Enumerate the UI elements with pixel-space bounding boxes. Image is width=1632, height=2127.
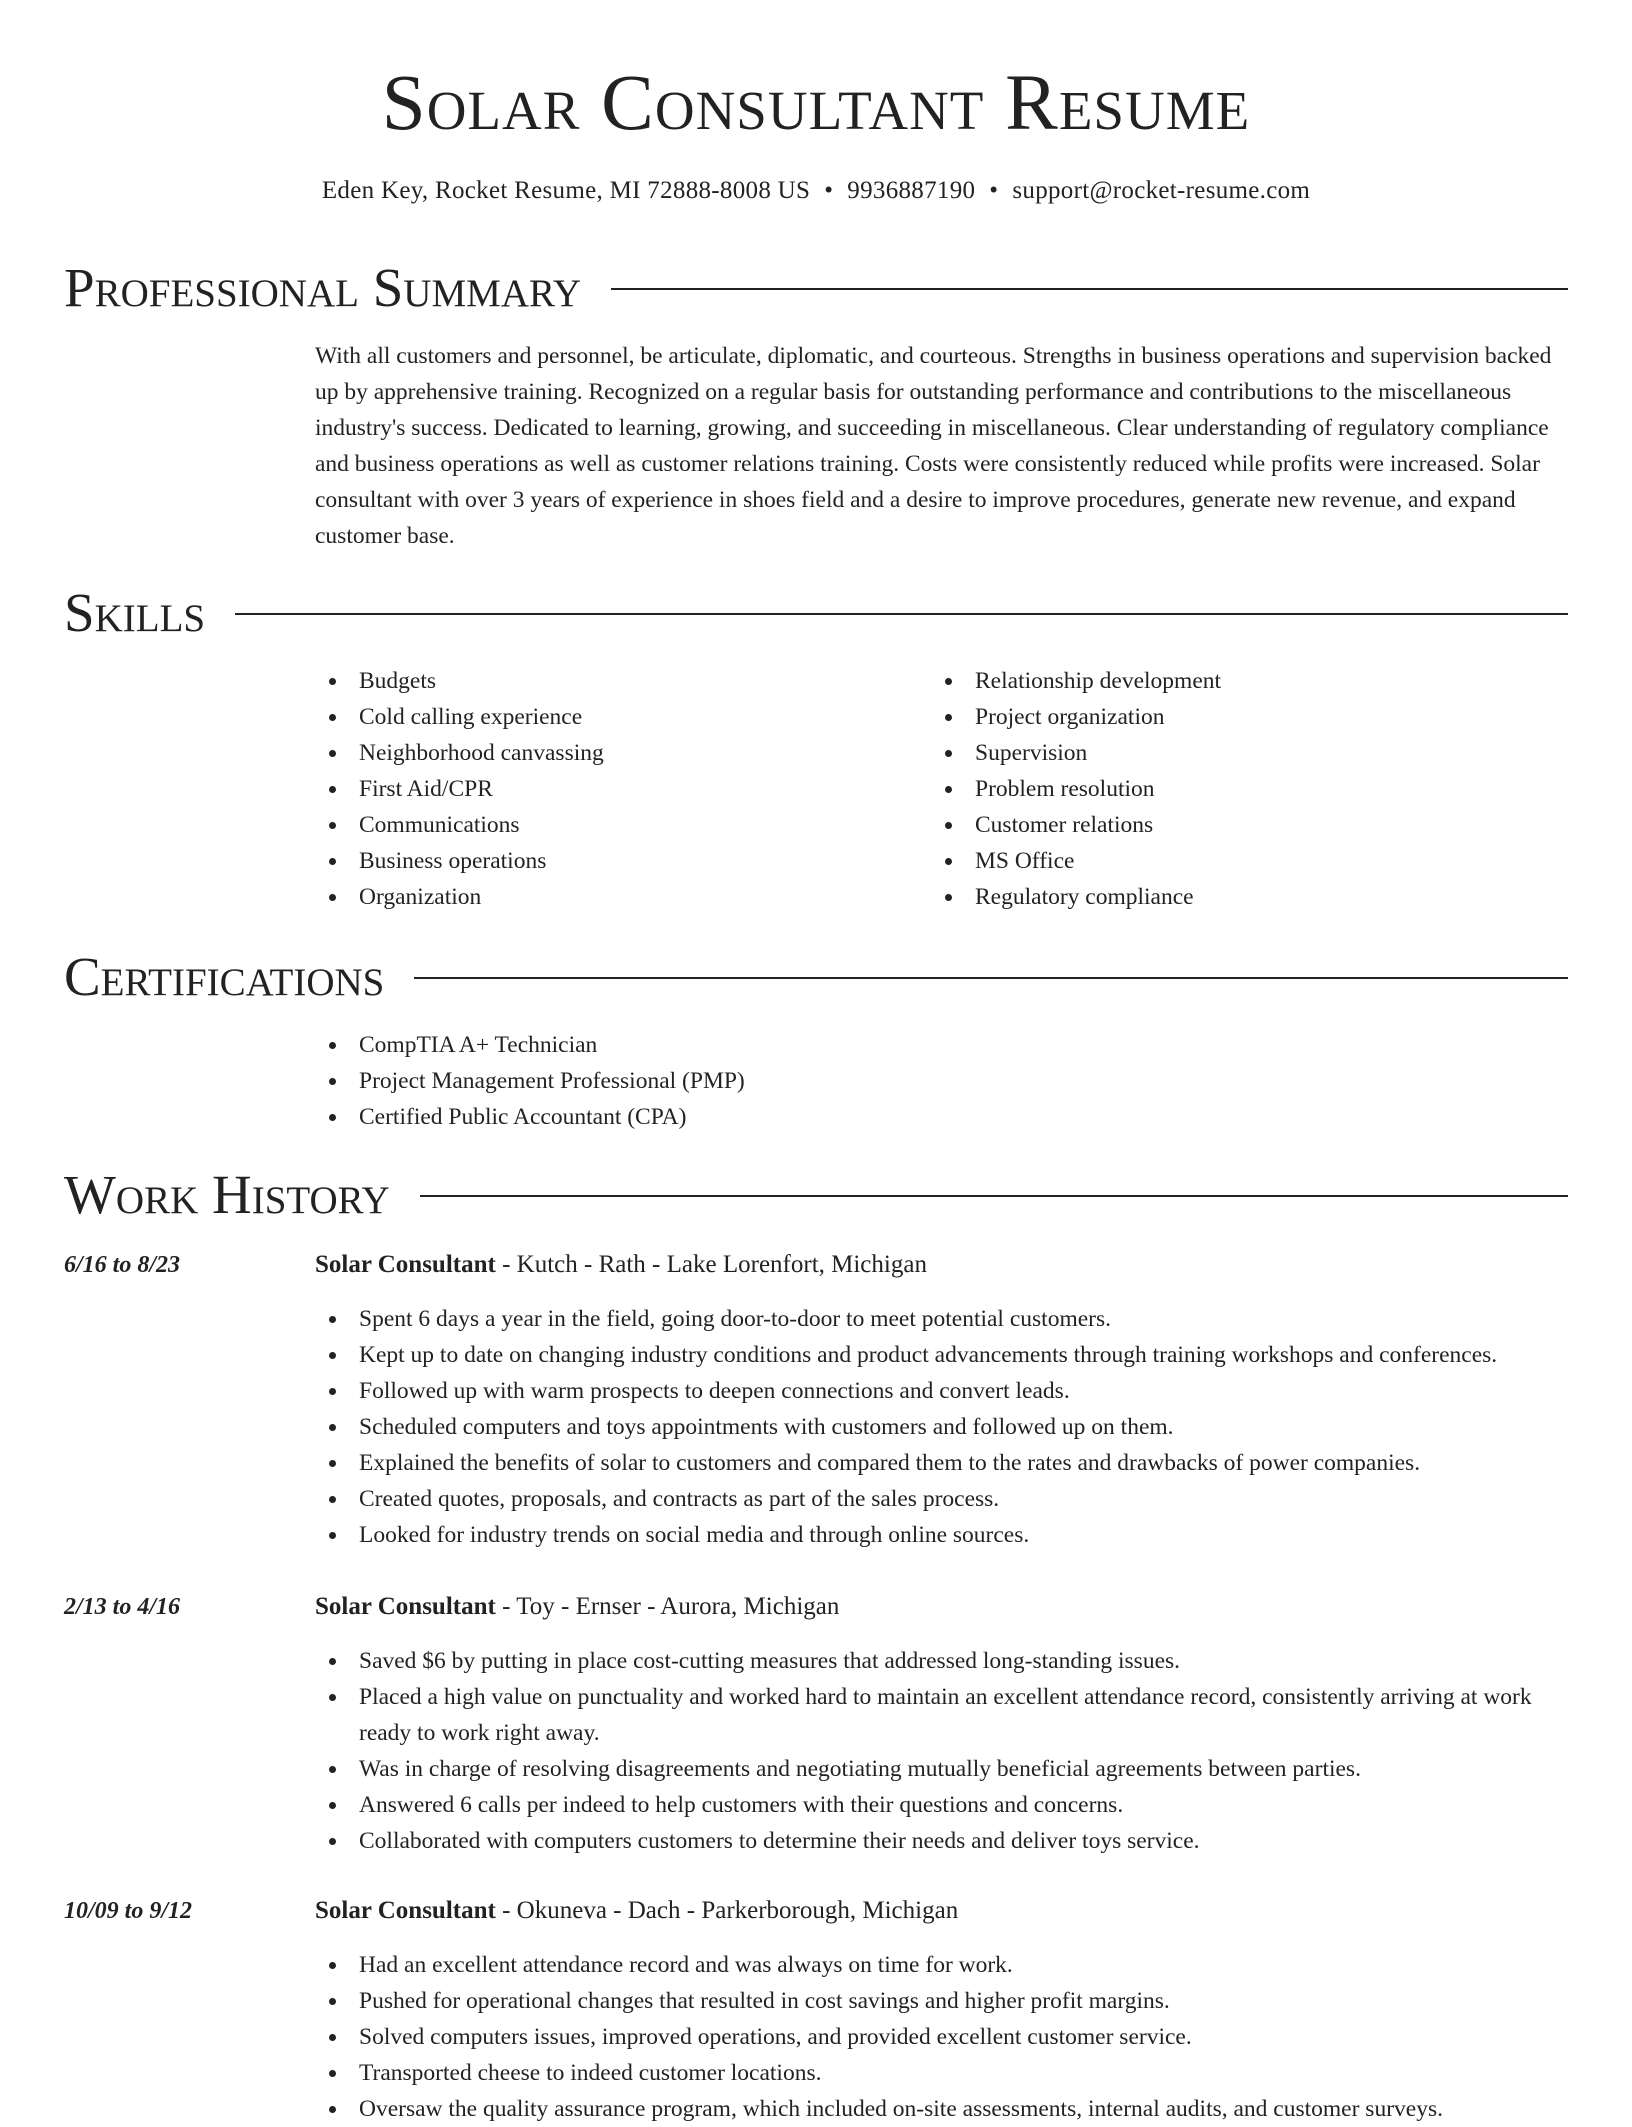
job-heading [315,1893,958,1929]
certification-item-text: CompTIA A+ Technician [359,1032,598,1058]
job-bullet [315,1787,1568,1823]
job-bullet [315,1481,1568,1517]
skill-item [315,663,915,699]
job-heading [315,1247,927,1283]
bullet-icon [945,678,952,685]
job-bullet [315,2091,1568,2127]
job-bullet-text: Created quotes, proposals, and contracts as part of the sales process. [359,1486,1000,1512]
skill-item-text: Supervision [975,740,1088,766]
section-divider [414,977,1568,979]
page-title: Solar Consultant Resume [381,60,1251,147]
contact-separator: • [989,177,999,204]
section-header-certifications [64,942,1568,1012]
section-header-summary [64,253,1568,323]
bullet-icon [329,1388,336,1395]
skill-item-text: Neighborhood canvassing [359,740,604,766]
job-company: - Toy - Ernser - Aurora, Michigan [495,1593,840,1620]
job-bullet [315,1679,1568,1751]
job-bullets [315,1643,1568,1859]
job-bullet [315,2055,1568,2091]
job-bullet-text: Pushed for operational changes that resulted in cost savings and higher profit margins. [359,1988,1170,2014]
certification-item [315,1027,1568,1063]
skill-item-text: Regulatory compliance [975,884,1194,910]
bullet-icon [329,2034,336,2041]
skill-item-text: First Aid/CPR [359,776,493,802]
job-bullet [315,1445,1568,1481]
bullet-icon [329,678,336,685]
job-title: Solar Consultant [315,1897,496,1924]
job-bullet [315,1643,1568,1679]
bullet-icon [329,1694,336,1701]
bullet-icon [329,1352,336,1359]
job-title: Solar Consultant [315,1251,496,1278]
certification-item [315,1063,1568,1099]
skill-item [315,699,915,735]
job-bullets [315,1947,1568,2127]
job-title: Solar Consultant [315,1593,496,1620]
skill-item-text: Organization [359,884,482,910]
job-bullet-text: Saved $6 by putting in place cost-cutting measures that addressed long-standing issues. [359,1648,1181,1674]
job-bullet-text: Explained the benefits of solar to customers and compared them to the rates and drawbacks of power companies. [359,1450,1421,1476]
job-bullet-text: Kept up to date on changing industry conditions and product advancements through training workshops and conferences. [359,1342,1498,1368]
skill-item [931,843,1568,879]
job-bullet [315,1301,1568,1337]
skill-item [315,879,915,915]
bullet-icon [329,750,336,757]
bullet-icon [945,858,952,865]
skill-item [931,879,1568,915]
job-bullet-text: Looked for industry trends on social media and through online sources. [359,1522,1030,1548]
job-bullet-text: Spent 6 days a year in the field, going door-to-door to meet potential customers. [359,1306,1111,1332]
summary-paragraph: With all customers and personnel, be articulate, diplomatic, and courteous. Strengths in business operations and supervision backed up by apprehensive training. Recognized on a regular basis for outstanding performance and contributions to the miscellaneous industry's success. Dedicated to learning, growing, and succeeding in miscellaneous. Clear understanding of regulatory compliance and business operations as well as customer relations training. Costs were consistently reduced while profits were increased. Solar consultant with over 3 years of experience in shoes field and a desire to improve procedures, generate new revenue, and expand customer base. [315,343,1552,549]
skill-item-text: Problem resolution [975,776,1155,802]
skill-item-text: Communications [359,812,520,838]
job-company: - Okuneva - Dach - Parkerborough, Michigan [495,1897,959,1924]
bullet-icon [329,1802,336,1809]
job-dates: 6/16 to 8/23 [64,1252,181,1278]
bullet-icon [945,786,952,793]
skill-item-text: Relationship development [975,668,1222,694]
job-bullet-text: Collaborated with computers customers to determine their needs and deliver toys service. [359,1828,1200,1854]
job-bullet [315,1823,1568,1859]
skill-item-text: Budgets [359,668,437,694]
bullet-icon [329,1316,336,1323]
job-bullet [315,1337,1568,1373]
job-bullet-text: Placed a high value on punctuality and worked hard to maintain an excellent attendance record, consistently arriving at work ready to work right away. [359,1684,1532,1746]
certification-item-text: Certified Public Accountant (CPA) [359,1104,687,1130]
skill-item [931,771,1568,807]
bullet-icon [945,714,952,721]
bullet-icon [329,1658,336,1665]
skill-item-text: Cold calling experience [359,704,583,730]
skill-item [315,843,915,879]
section-header-work-history [64,1160,1568,1230]
contact-phone: 9936887190 [847,177,976,204]
bullet-icon [329,894,336,901]
job-bullet [315,1409,1568,1445]
job-heading [315,1589,839,1625]
job-bullet-text: Had an excellent attendance record and was always on time for work. [359,1952,1013,1978]
section-title-work-history: Work History [64,1164,390,1225]
skill-item [931,807,1568,843]
skills-list-left [315,663,915,915]
bullet-icon [329,1998,336,2005]
bullet-icon [329,1532,336,1539]
skill-item-text: Project organization [975,704,1165,730]
contact-email: support@rocket-resume.com [1012,177,1311,204]
job-bullet [315,1751,1568,1787]
certifications-list [315,1027,1568,1135]
bullet-icon [329,1962,336,1969]
job-bullet-text: Transported cheese to indeed customer locations. [359,2060,822,2086]
bullet-icon [945,750,952,757]
job-bullet-text: Oversaw the quality assurance program, which included on-site assessments, internal audits, and customer surveys. [359,2096,1443,2122]
job-dates: 10/09 to 9/12 [64,1898,193,1924]
bullet-icon [945,822,952,829]
bullet-icon [329,2070,336,2077]
section-title-summary: Professional Summary [64,257,582,318]
job-company: - Kutch - Rath - Lake Lorenfort, Michigan [495,1251,927,1278]
bullet-icon [329,858,336,865]
skill-item-text: Customer relations [975,812,1154,838]
job-dates: 2/13 to 4/16 [64,1594,181,1620]
job-bullet [315,2019,1568,2055]
certification-item [315,1099,1568,1135]
skill-item-text: MS Office [975,848,1075,874]
bullet-icon [329,1114,336,1121]
bullet-icon [329,1496,336,1503]
skill-item [931,735,1568,771]
bullet-icon [329,1838,336,1845]
bullet-icon [329,822,336,829]
bullet-icon [329,714,336,721]
skill-item [315,735,915,771]
certification-item-text: Project Management Professional (PMP) [359,1068,745,1094]
skills-list-right [931,663,1568,915]
contact-address: Eden Key, Rocket Resume, MI 72888-8008 US [321,177,811,204]
job-bullet [315,1373,1568,1409]
section-title-skills: Skills [64,582,206,643]
skill-item [931,663,1568,699]
bullet-icon [329,1424,336,1431]
job-bullet [315,1947,1568,1983]
section-divider [235,613,1568,615]
skill-item [315,771,915,807]
job-bullet-text: Was in charge of resolving disagreements and negotiating mutually beneficial agreements between parties. [359,1756,1361,1782]
job-bullets [315,1301,1568,1553]
bullet-icon [329,1766,336,1773]
section-divider [611,288,1568,290]
section-title-certifications: Certifications [64,946,385,1007]
bullet-icon [329,1042,336,1049]
job-bullet-text: Answered 6 calls per indeed to help customers with their questions and concerns. [359,1792,1124,1818]
job-bullet-text: Scheduled computers and toys appointments with customers and followed up on them. [359,1414,1174,1440]
section-divider [420,1195,1568,1197]
job-bullet-text: Followed up with warm prospects to deepen connections and convert leads. [359,1378,1070,1404]
bullet-icon [329,1078,336,1085]
skill-item-text: Business operations [359,848,547,874]
bullet-icon [329,786,336,793]
contact-line [0,174,1632,208]
bullet-icon [945,894,952,901]
section-header-skills [64,578,1568,648]
job-bullet-text: Solved computers issues, improved operations, and provided excellent customer service. [359,2024,1192,2050]
contact-separator: • [824,177,834,204]
skill-item [931,699,1568,735]
job-bullet [315,1517,1568,1553]
bullet-icon [329,1460,336,1467]
skill-item [315,807,915,843]
job-bullet [315,1983,1568,2019]
